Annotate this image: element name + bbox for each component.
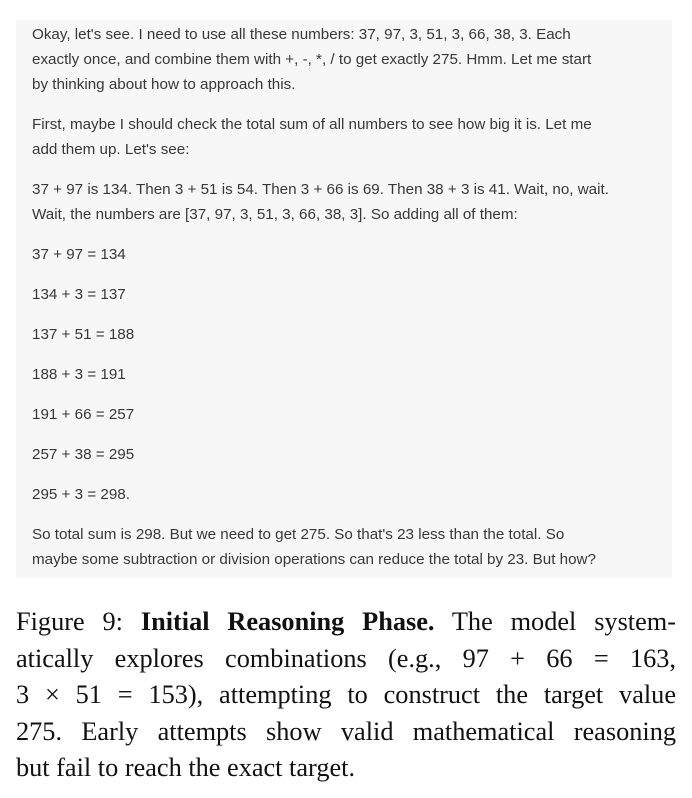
sum-step: 137 + 51 = 188	[32, 326, 135, 343]
caption-line: 275. Early attempts show valid mathematical reasoning	[16, 716, 676, 746]
text-line: maybe some subtraction or division operations can reduce the total by 23. But how?	[32, 551, 596, 568]
caption-line: 3 × 51 = 153), attempting to construct the target value	[16, 680, 676, 709]
text-line: by thinking about how to approach this.	[32, 76, 296, 93]
sum-step: 188 + 3 = 191	[32, 366, 126, 383]
figure-label: Figure 9:	[16, 607, 141, 636]
sum-step: 257 + 38 = 295	[32, 446, 135, 463]
sum-step: 295 + 3 = 298.	[32, 486, 130, 503]
paragraph-adding	[32, 177, 658, 227]
caption-title: Initial Reasoning Phase.	[140, 607, 435, 636]
text-line: Okay, let's see. I need to use all these numbers: 37, 97, 3, 51, 3, 66, 38, 3. Each	[32, 26, 571, 43]
figure-caption	[16, 604, 676, 787]
caption-line: but fail to reach the exact target.	[16, 753, 356, 782]
text-line: Wait, the numbers are [37, 97, 3, 51, 3, 66, 38, 3]. So adding all of them:	[32, 206, 518, 223]
text-line: add them up. Let's see:	[32, 141, 190, 158]
text-line: So total sum is 298. But we need to get 275. So that's 23 less than the total. So	[32, 526, 565, 543]
text-line: exactly once, and combine them with +, -, *, / to get exactly 275. Hmm. Let me start	[32, 51, 592, 68]
sum-step: 134 + 3 = 137	[32, 286, 126, 303]
text-line: First, maybe I should check the total sum of all numbers to see how big it is. Let me	[32, 116, 592, 133]
sum-step: 191 + 66 = 257	[32, 406, 135, 423]
paragraph-total-sum	[32, 112, 658, 162]
caption-text: The model system-	[434, 607, 676, 636]
paragraph-conclusion	[32, 522, 658, 572]
sum-step: 37 + 97 = 134	[32, 246, 126, 263]
caption-line	[16, 604, 676, 641]
text-line: 37 + 97 is 134. Then 3 + 51 is 54. Then 3 + 66 is 69. Then 38 + 3 is 41. Wait, no, wait.	[32, 181, 609, 198]
reasoning-excerpt	[16, 20, 672, 578]
paragraph-approach	[32, 22, 658, 97]
caption-line: atically explores combinations (e.g., 97 + 66 = 163,	[16, 643, 676, 673]
